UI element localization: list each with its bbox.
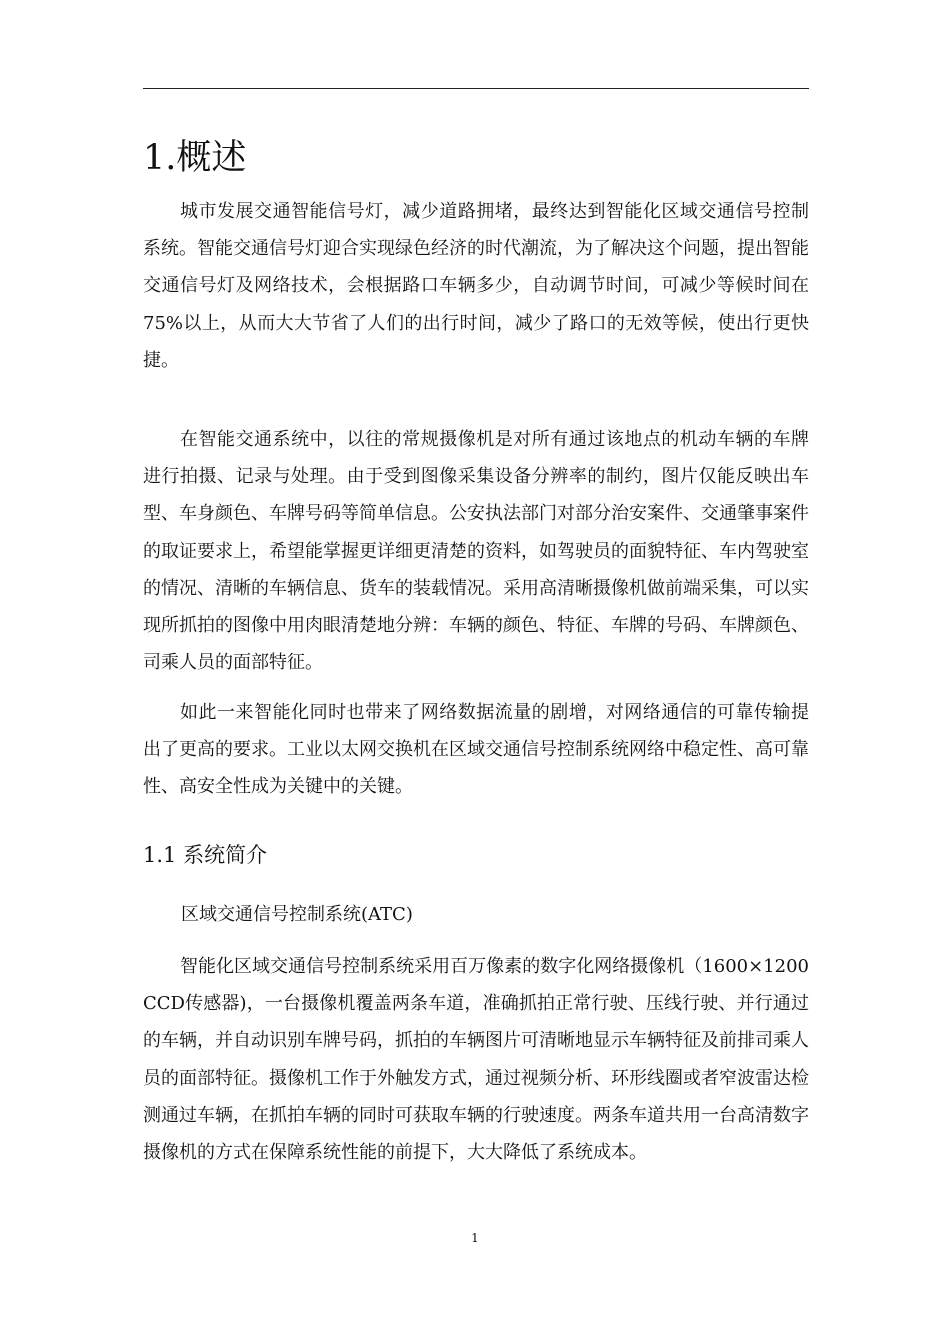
section-subheading: 区域交通信号控制系统(ATC) <box>181 904 413 925</box>
header-rule <box>143 88 809 89</box>
section-title: 1.1 系统简介 <box>143 843 268 867</box>
page-number: 1 <box>471 1231 479 1245</box>
chapter-title: 1.概述 <box>143 138 247 178</box>
body-paragraph: 智能化区域交通信号控制系统采用百万像素的数字化网络摄像机（1600×1200 CCD传感器)，一台摄像机覆盖两条车道，准确抓拍正常行驶、压线行驶、并行通过的车辆，并自动识别车牌号码，抓拍的车辆图片可清晰地显示车辆特征及前排司乘人员的面部特征。摄像机工作于外触发方式，通过视频分析、环形线圈或者窄波雷达检测通过车辆，在抓拍车辆的同时可获取车辆的行驶速度。两条车道共用一台高清数字摄像机的方式在保障系统性能的前提下，大大降低了系统成本。 <box>143 956 809 1164</box>
body-paragraph: 城市发展交通智能信号灯，减少道路拥堵，最终达到智能化区域交通信号控制系统。智能交通信号灯迎合实现绿色经济的时代潮流，为了解决这个问题，提出智能交通信号灯及网络技术，会根据路口车辆多少，自动调节时间，可减少等候时间在 75%以上，从而大大节省了人们的出行时间，减少了路口的无效等候，使出行更快捷。 <box>143 201 809 371</box>
body-paragraph: 如此一来智能化同时也带来了网络数据流量的剧增，对网络通信的可靠传输提出了更高的要求。工业以太网交换机在区域交通信号控制系统网络中稳定性、高可靠性、高安全性成为关键中的关键。 <box>143 702 809 798</box>
body-paragraph: 在智能交通系统中，以往的常规摄像机是对所有通过该地点的机动车辆的车牌进行拍摄、记录与处理。由于受到图像采集设备分辨率的制约，图片仅能反映出车型、车身颜色、车牌号码等简单信息。公安执法部门对部分治安案件、交通肇事案件的取证要求上，希望能掌握更详细更清楚的资料，如驾驶员的面貌特征、车内驾驶室的情况、清晰的车辆信息、货车的装载情况。采用高清晰摄像机做前端采集，可以实现所抓拍的图像中用肉眼清楚地分辨：车辆的颜色、特征、车牌的号码、车牌颜色、司乘人员的面部特征。 <box>143 429 809 674</box>
